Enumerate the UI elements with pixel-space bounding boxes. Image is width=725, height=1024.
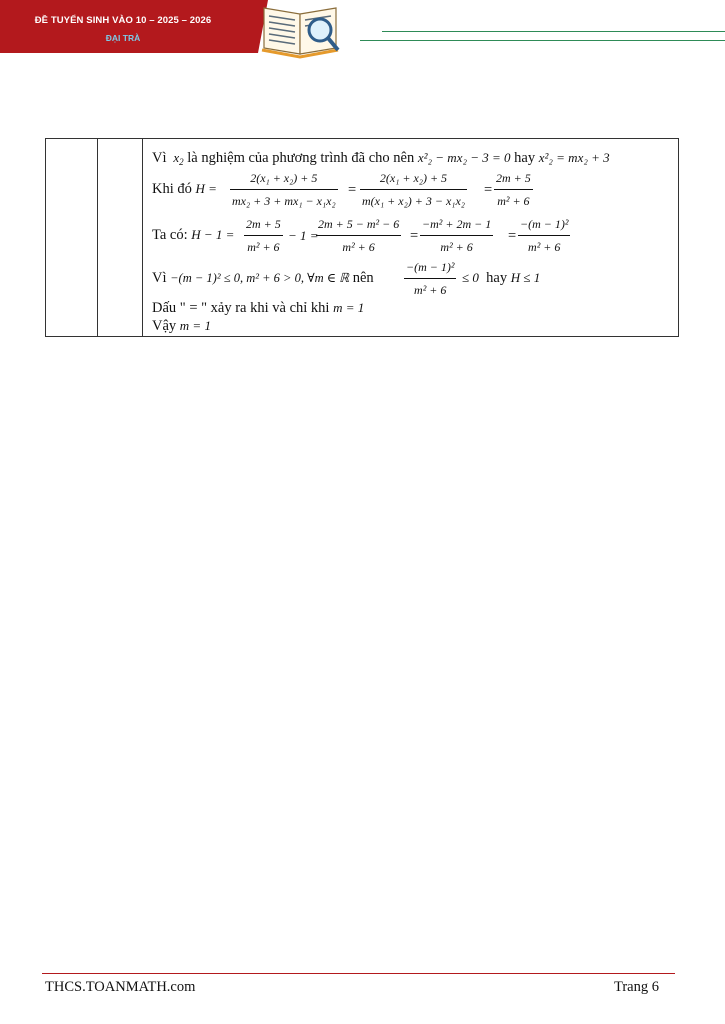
header-banner xyxy=(0,0,258,53)
table-column-divider xyxy=(142,139,143,336)
fraction: $\frac{2m + 5}{\text{m² + 6}}$ xyxy=(246,217,281,254)
fraction: $\frac{\text{−(m − 1)²}}{\text{m² + 6}}$ xyxy=(406,260,455,297)
solution-line-5: Dấu " = " xảy ra khi và chỉ khi m = 1 xyxy=(152,300,365,316)
header-title: ĐỀ TUYỂN SINH VÀO 10 – 2025 – 2026 xyxy=(34,15,212,26)
fraction: $\frac{\text{2(x₁ + x₂) + 5}}{\text{mx₂ + 3 + mx₁ − x₁x₂}}$ xyxy=(232,171,336,208)
header-subtitle: ĐẠI TRÀ xyxy=(105,33,141,43)
equation: x²₂ = mx₂ + 3 xyxy=(538,150,610,165)
footer-site: THCS.TOANMATH.com xyxy=(45,979,196,995)
solution-line-4: Vì −(m − 1)² ≤ 0, m² + 6 > 0, ∀m ∈ ℝ nên xyxy=(152,270,374,286)
table-column-divider xyxy=(97,139,98,336)
solution-line-3: Ta có: H − 1 = xyxy=(152,227,235,243)
fraction: $\frac{\text{2(x₁ + x₂) + 5}}{\text{m(x₁ + x₂) + 3 − x₁x₂}}$ xyxy=(362,171,465,208)
header-rule-bottom xyxy=(360,40,725,41)
page-number: Trang 6 xyxy=(614,979,659,995)
fraction: $\frac{\text{2m + 5 − m² − 6}}{\text{m² + 6}}$ xyxy=(318,217,400,254)
equation: x²₂ − mx₂ − 3 = 0 xyxy=(417,150,511,165)
fraction: $\frac{\text{−(m − 1)²}}{\text{m² + 6}}$ xyxy=(520,217,569,254)
solution-line-2: Khi đó H = xyxy=(152,181,217,197)
header-rule-top xyxy=(382,31,725,32)
fraction: $\frac{\text{−m² + 2m − 1}}{\text{m² + 6}}$ xyxy=(422,217,492,254)
solution-line-1: Vì $x_2$ là nghiệm của phương trình đã cho nên x²₂ − mx₂ − 3 = 0 hay x²₂ = mx₂ + 3 xyxy=(152,150,610,167)
solution-line-6: Vậy m = 1 xyxy=(152,318,211,334)
book-magnifier-icon xyxy=(258,0,344,62)
fraction: $\frac{2m + 5}{\text{m² + 6}}$ xyxy=(496,171,531,208)
solution-table: Vì $x_2$ là nghiệm của phương trình đã cho nên x²₂ − mx₂ − 3 = 0 hay x²₂ = mx₂ + 3 Khi đó H = $\frac{\text{2(x₁ + x₂) + 5}}{\text{mx₂ + 3 + mx₁ − x₁x₂}}$ = $\frac{\text{2(x₁ + x₂) + 5}}{\text{m(x₁ + x₂) + 3 − x₁x₂}}$ = $\frac{2m + 5}{\text{m² + 6}}$ Ta có: H − 1 = $\frac{2m + 5}{\text{m² + 6}}$ − 1 = $\frac{\text{2m + 5 − m² − 6}}{\text{m² + 6}}$ = $\frac{\text{−m² + 2m − 1}}{\text{m² + 6}}$ = $\frac{\text{−(m − 1)²}}{\text{m² + 6}}$ Vì −(m − 1)² ≤ 0, m² + 6 > 0, ∀m ∈ ℝ nên $\frac{\text{−(m − 1)²}}{\text{m² + 6}}$ ≤ 0 hay H ≤ 1 Dấu " = " xảy ra khi và chỉ khi m = 1 Vậy m = 1 xyxy=(45,138,679,337)
footer-rule xyxy=(42,973,675,974)
